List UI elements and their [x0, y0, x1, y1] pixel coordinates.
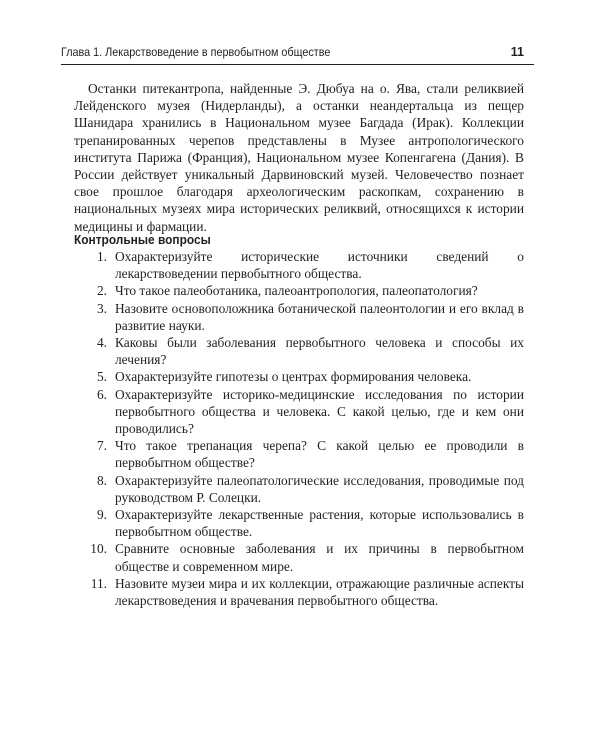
item-number: 8. [96, 472, 107, 488]
item-number: 1. [96, 249, 107, 264]
item-text: Назовите основоположника ботанической палеонтологии и его вклад в развитие науки. [115, 300, 524, 333]
list-item [74, 437, 524, 471]
item-number: 2. [96, 283, 107, 299]
list-item [74, 282, 524, 299]
item-number: 9. [96, 507, 107, 523]
list-item [74, 472, 524, 506]
item-text: Охарактеризуйте лекарственные растения, которые использовались в первобытном обществе. [115, 507, 524, 540]
item-number: 5. [96, 369, 107, 385]
list-item [74, 540, 524, 574]
item-number: 3. [96, 300, 107, 316]
item-number: 10. [90, 541, 107, 557]
list-item [74, 368, 524, 385]
item-text: Что такое палеоботаника, палеоантропология, палеопатология? [115, 283, 478, 299]
list-item [74, 575, 524, 609]
item-text: Охарактеризуйте палеопатологические исследования, проводимые под руководством Р. Солецки. [115, 472, 524, 505]
list-item [74, 300, 524, 334]
running-header [61, 40, 534, 65]
item-text: Охарактеризуйте исторические источники сведений о лекарствоведении первобытного общества. [115, 249, 524, 282]
section-heading: Контрольные вопросы [74, 232, 211, 247]
item-number: 4. [96, 335, 107, 351]
item-text: Каковы были заболевания первобытного человека и способы их лечения? [115, 335, 524, 368]
item-text: Назовите музеи мира и их коллекции, отражающие различные аспекты лекарствоведения и врачевания первобытного общества. [115, 575, 524, 609]
item-text: Сравните основные заболевания и их причины в первобытном обществе и современном мире. [115, 541, 524, 574]
list-item [74, 506, 524, 540]
questions-list [74, 248, 524, 609]
item-text: Охарактеризуйте историко-медицинские исследования по истории первобытного общества и человека. С какой целью, где и кем они проводились? [115, 386, 524, 437]
item-text: Охарактеризуйте гипотезы о центрах формирования человека. [115, 369, 472, 385]
page-number: 11 [510, 45, 524, 59]
item-number: 11. [90, 575, 107, 591]
list-item [74, 248, 524, 282]
item-number: 7. [96, 438, 107, 454]
chapter-title: Глава 1. Лекарствоведение в первобытном обществе [61, 45, 331, 59]
item-text: Что такое трепанация черепа? С какой целью ее проводили в первобытном обществе? [115, 438, 524, 471]
item-number: 6. [96, 386, 107, 402]
list-item [74, 386, 524, 438]
body-paragraph: Останки питекантропа, найденные Э. Дюбуа на о. Ява, стали реликвией Лейденского музея (Нидерланды), а останки неандертальца из пещер Шанидара хранились в Национальном музее Багдада (Ирак). Коллекции трепанированных черепов представлены в Музее антропологического института Парижа (Франция), Национальном музее Копенгагена (Дания). В России действует уникальный Дарвиновский музей. Человечество познает свое прошлое благодаря археологическим раскопкам, сохранению в национальных музеях мира исторических реликвий, относящихся к истории медицины и фармации. [74, 81, 524, 234]
list-item [74, 334, 524, 368]
